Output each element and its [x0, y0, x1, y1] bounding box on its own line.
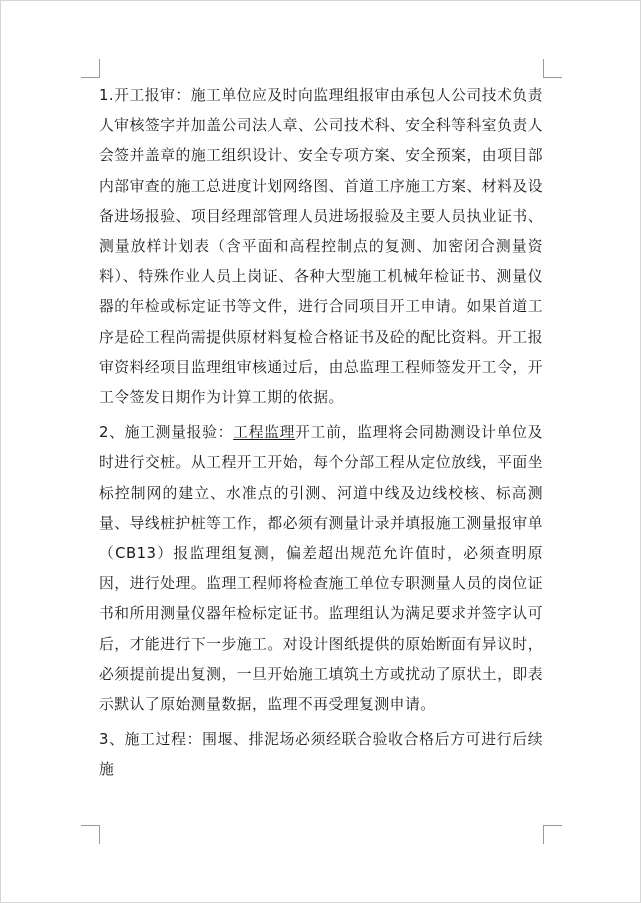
paragraph-text: 开工前，监理将会同勘测设计单位及时进行交桩。从工程开工开始，每个分部工程从定位放线，平面坐标控制网的建立、水准点的引测、河道中线及边线校核、标高测量、导线桩护桩等工作，都必须有测量计录并填报施工测量报审单（CB13）报监理组复测，偏差超出规范允许值时，必须查明原因，进行处理。监理工程师将检查施工单位专职测量人员的岗位证书和所用测量仪器年检标定证书。监理组认为满足要求并签字认可后，才能进行下一步施工。对设计图纸提供的原始断面有异议时，必须提前提出复测，一旦开始施工填筑土方或扰动了原状土，即表示默认了原始测量数据，监理不再受理复测申请。	[99, 424, 543, 714]
paragraph-commencement-review: 1.开工报审：施工单位应及时向监理组报审由承包人公司技术负责人审核签字并加盖公司法人章、公司技术科、安全科等科室负责人会签并盖章的施工组织设计、安全专项方案、安全预案，由项目部内部审查的施工总进度计划网络图、首道工序施工方案、材料及设备进场报验、项目经理部管理人员进场报验及主要人员执业证书、测量放样计划表（含平面和高程控制点的复测、加密闭合测量资料）、特殊作业人员上岗证、各种大型施工机械年检证书、测量仪器的年检或标定证书等文件，进行合同项目开工申请。如果首道工序是砼工程尚需提供原材料复检合格证书及砼的配比资料。开工报审资料经项目监理组审核通过后，由总监理工程师签发开工令，开工令签发日期作为计算工期的依据。	[99, 87, 543, 407]
document-body[interactable]	[99, 81, 543, 791]
paragraph-construction-process: 3、施工过程：围堰、排泥场必须经联合验收合格后方可进行后续施	[99, 731, 543, 779]
paragraph-prefix: 2、施工测量报验：	[99, 424, 234, 442]
paragraph-survey-inspection	[99, 418, 543, 720]
margin-corner-mark	[81, 825, 100, 844]
margin-corner-mark	[81, 59, 100, 78]
margin-corner-mark	[543, 825, 562, 844]
margin-corner-mark	[543, 59, 562, 78]
underlined-term: 工程监理	[233, 424, 296, 442]
